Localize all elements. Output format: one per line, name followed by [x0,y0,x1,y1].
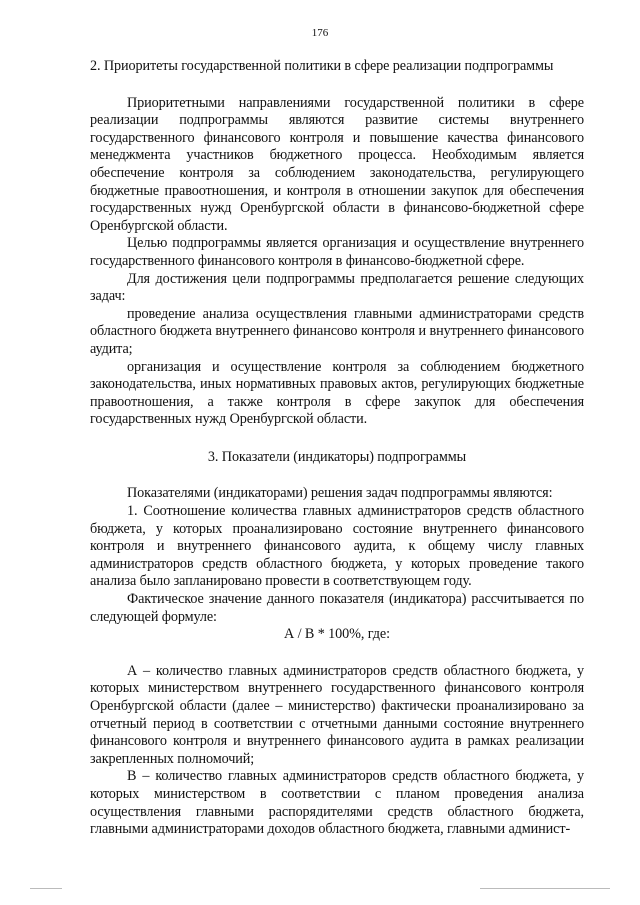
section-2-heading: 2. Приоритеты государственной политики в сфере реализации подпрограммы [90,58,554,74]
scan-mark-right [480,888,610,889]
formula-variable-b: В – количество главных администраторов средств областного бюджета, у которых министерством в соответствии с планом проведения анализа осуществления главными распорядителями средств областного бюджета, главными администраторами доходов областного бюджета, главными админист- [90,768,584,838]
page-number: 176 [311,27,329,39]
section-3-paragraph-1: Показателями (индикаторами) решения задач подпрограммы являются: [127,485,553,502]
document-body [90,58,584,839]
section-2-paragraph-3: Для достижения цели подпрограммы предполагается решение следующих задач: [90,270,584,305]
section-2-task-1: проведение анализа осуществления главными администраторами средств областного бюджета внутреннего финансово контроля и внутреннего финансового аудита; [90,305,584,357]
scan-footer-marks [0,888,640,894]
section-3-formula-intro: Фактическое значение данного показателя (индикатора) рассчитывается по следующей формуле: [90,591,584,625]
formula-variable-a: А – количество главных администраторов средств областного бюджета, у которых министерством внутреннего государственного финансового контроля Оренбургской области (далее – министерство) фактически проанализировано за отчетный период в соответствии с отчетными данными состояние внутреннего финансового контроля и внутреннего финансового аудита в рамках реализации закрепленных полномочий; [90,662,584,767]
section-3-heading: 3. Показатели (индикаторы) подпрограммы [207,448,467,465]
section-2-paragraph-1: Приоритетными направлениями государственной политики в сфере реализации подпрограммы являются развитие системы внутреннего государственного финансового контроля и повышение качества финансового менеджмента участников бюджетного процесса. Необходимым является обеспечение контроля за соблюдением законодательства, регулирующего бюджетные правоотношения, и контроля в отношении закупок для обеспечения государственных нужд Оренбургской области в финансово-бюджетной сфере Оренбургской области. [90,94,584,234]
formula: А / В * 100%, где: [284,626,390,643]
section-2-paragraph-2: Целью подпрограммы является организация и осуществление внутреннего государственного финансового контроля в финансово-бюджетной сфере. [90,235,584,269]
section-2-task-2: организация и осуществление контроля за соблюдением бюджетного законодательства, иных нормативных правовых актов, регулирующих бюджетные правоотношения, а также контроля в сфере закупок для обеспечения государственных нужд Оренбургской области. [90,358,584,428]
section-3-indicator-1: 1. Соотношение количества главных администраторов средств областного бюджета, у которых проанализировано состояние внутреннего финансового контроля и внутреннего финансового аудита, к общему числу главных администраторов средств областного бюджета, у которых проведение такого анализа было запланировано провести в соответствующем году. [90,503,584,590]
scan-mark-left [30,888,62,889]
